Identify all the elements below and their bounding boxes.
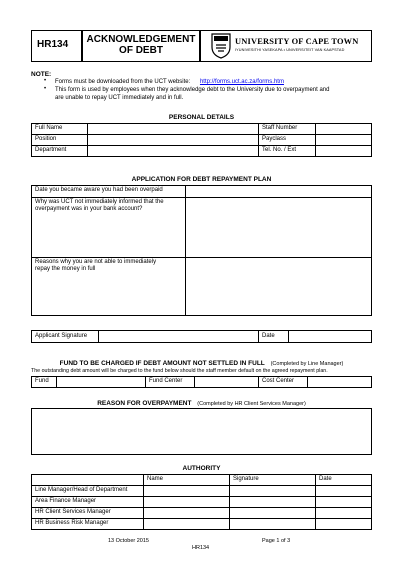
tel-field[interactable]: [315, 145, 372, 157]
personal-details-heading: PERSONAL DETAILS: [168, 114, 235, 121]
bullet-icon: •: [44, 78, 47, 84]
university-name: UNIVERSITY OF CAPE TOWN: [235, 37, 359, 46]
bullet-icon: •: [44, 86, 47, 92]
date-label: Date: [258, 330, 289, 343]
note-bullet2-line1: This form is used by employees when they acknowledge debt to the University due to overpayment and: [55, 87, 330, 93]
reason-heading-row: [31, 400, 372, 407]
authority-row-label: Area Finance Manager: [31, 496, 144, 508]
reason-heading-note: (Completed by HR Client Services Manager): [197, 401, 306, 407]
university-subtitle: IYUNIVESITHI YASEKAPA • UNIVERSITEIT VAN KAAPSTAD: [235, 48, 345, 52]
authority-col-date: Date: [315, 474, 372, 486]
fund-field[interactable]: [56, 376, 146, 388]
fund-center-field[interactable]: [194, 376, 259, 388]
full-name-label: Full Name: [31, 123, 88, 135]
footer-date: 13 October 2015: [108, 538, 149, 544]
applicant-signature-label: Applicant Signature: [31, 330, 99, 343]
department-field[interactable]: [87, 145, 259, 157]
reason-field[interactable]: [31, 408, 372, 455]
forms-link[interactable]: http://forms.uct.ac.za/forms.htm: [199, 79, 284, 85]
reasons-label-line1: Reasons why you are not able to immediately: [35, 259, 157, 265]
fund-description: The outstanding debt amount will be charged to the fund below should the staff member default on the agreed repayment plan.: [31, 368, 328, 374]
footer-page: Page 1 of 3: [262, 538, 291, 544]
fund-heading-row: [31, 360, 372, 367]
department-label: Department: [31, 145, 88, 157]
uct-crest-icon: [211, 33, 231, 59]
reasons-label: [31, 257, 186, 316]
footer-code: HR134: [192, 545, 210, 551]
fund-center-label: Fund Center: [145, 376, 195, 388]
cost-center-label: Cost Center: [258, 376, 308, 388]
note-bullet1-text: Forms must be downloaded from the UCT website:: [55, 79, 191, 85]
authority-col-signature: Signature: [229, 474, 316, 486]
position-label: Position: [31, 134, 88, 146]
fund-heading: FUND TO BE CHARGED IF DEBT AMOUNT NOT SETTLED IN FULL: [59, 360, 265, 367]
payclass-label: Payclass: [258, 134, 316, 146]
date-field[interactable]: [288, 330, 372, 343]
applicant-signature-field[interactable]: [98, 330, 259, 343]
fund-label: Fund: [31, 376, 57, 388]
reasons-label-line2: repay the money in full: [35, 266, 96, 272]
form-title-line2: OF DEBT: [119, 45, 163, 56]
authority-row-label: Line Manager/Head of Department: [31, 485, 144, 497]
why-label-line1: Why was UCT not immediately informed that the: [35, 199, 164, 205]
tel-label: Tel. No. / Ext: [258, 145, 316, 157]
authority-col-name: Name: [143, 474, 230, 486]
authority-date-field[interactable]: [315, 518, 372, 530]
note-bullet2-line2: are unable to repay UCT immediately and in full.: [55, 95, 184, 101]
fund-heading-note: (Completed by Line Manager): [270, 361, 344, 367]
why-label-line2: overpayment was in your bank account?: [35, 206, 143, 212]
cost-center-field[interactable]: [307, 376, 372, 388]
authority-row-label: HR Client Services Manager: [31, 507, 144, 519]
staff-number-label: Staff Number: [258, 123, 316, 135]
form-title-line1: ACKNOWLEDGEMENT: [86, 34, 196, 45]
authority-name-field[interactable]: [143, 518, 230, 530]
why-label: [31, 197, 186, 258]
authority-signature-field[interactable]: [229, 518, 316, 530]
reasons-field[interactable]: [185, 257, 372, 316]
application-heading: APPLICATION FOR DEBT REPAYMENT PLAN: [131, 176, 272, 183]
note-label: NOTE:: [31, 71, 52, 78]
note-bullet1: [55, 79, 284, 85]
why-field[interactable]: [185, 197, 372, 258]
reason-heading: REASON FOR OVERPAYMENT: [97, 400, 192, 407]
date-aware-label: Date you became aware you had been overpaid: [31, 185, 186, 198]
form-code: HR134: [37, 39, 69, 50]
authority-row-label: HR Business Risk Manager: [31, 518, 144, 530]
authority-heading: AUTHORITY: [182, 465, 221, 472]
